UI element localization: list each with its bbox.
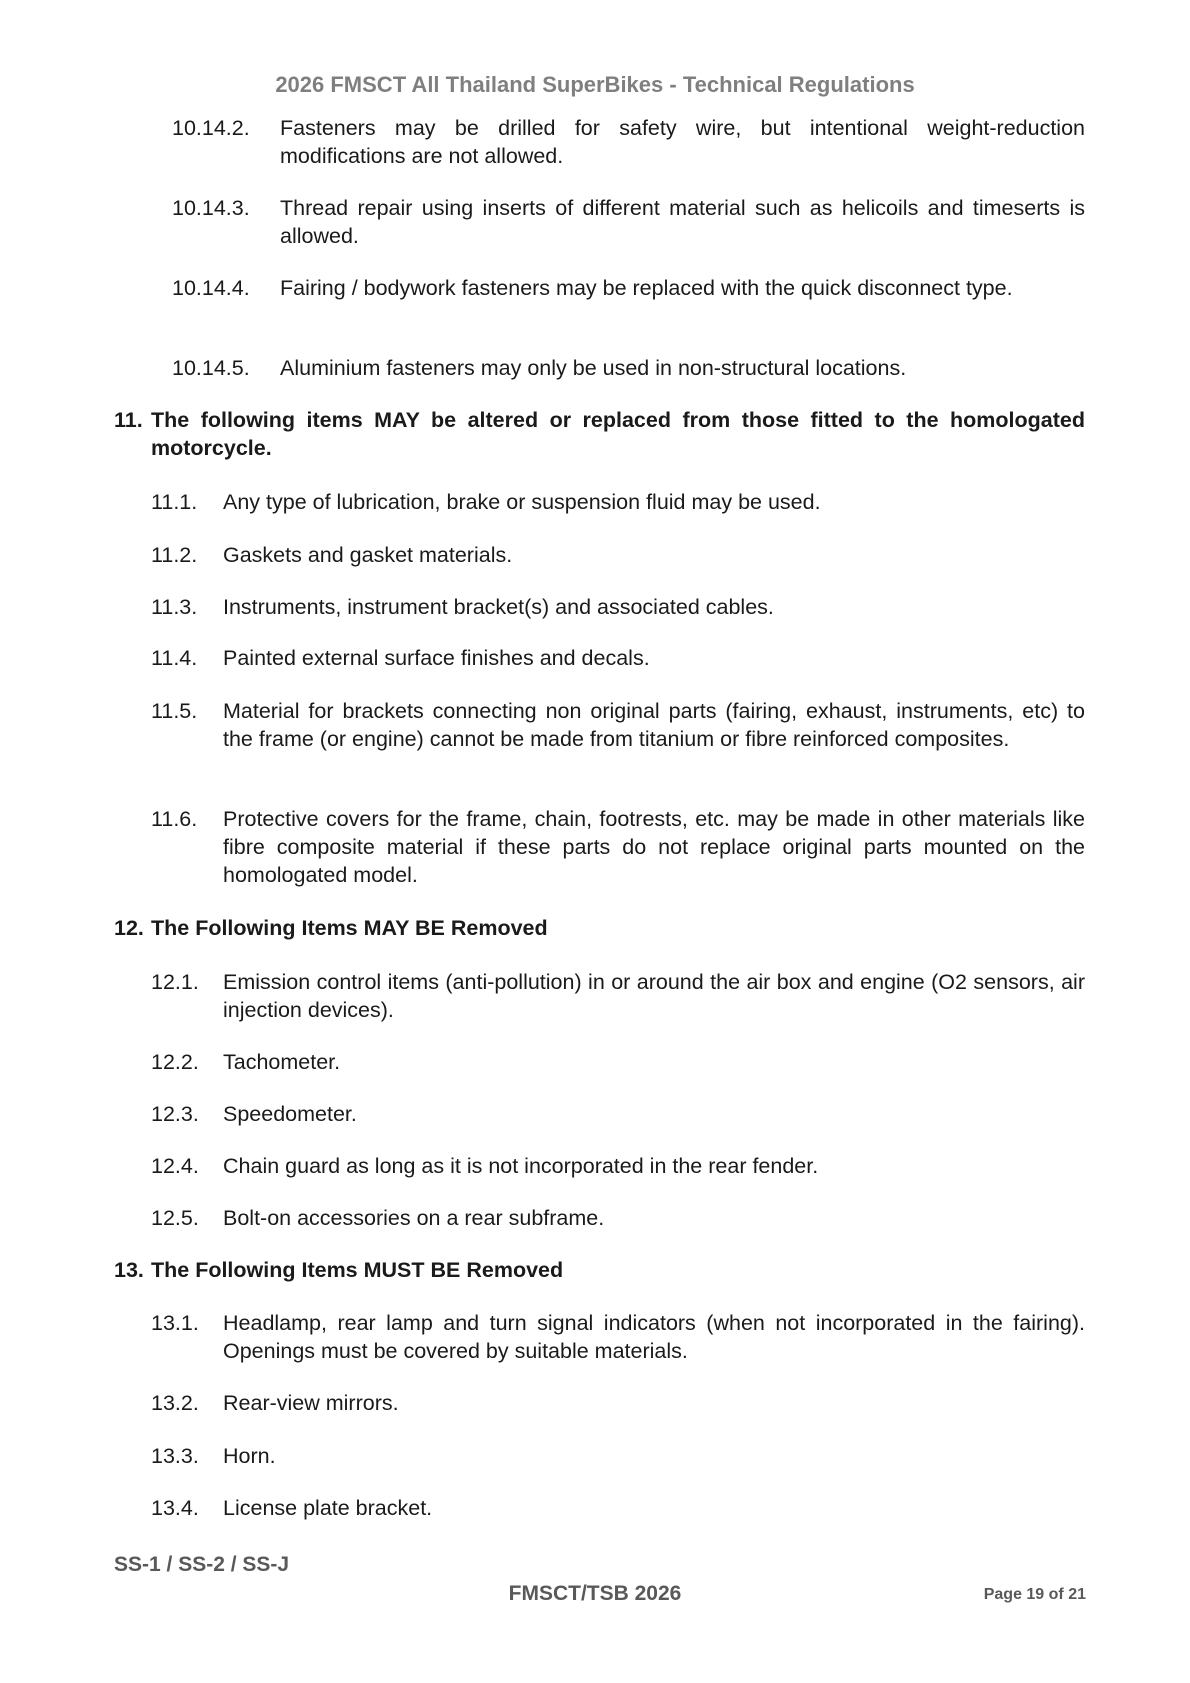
section-title: The following items MAY be altered or replaced from those fitted to the homologated motorcycle. [151,408,1085,460]
section-number: 11. [114,408,143,432]
item-text: Headlamp, rear lamp and turn signal indicators (when not incorporated in the fairing). Openings must be covered by suitable materials. [223,1311,1085,1363]
item-text: Bolt-on accessories on a rear subframe. [223,1206,605,1230]
item-number: 11.2. [151,543,198,567]
item-text: Fairing / bodywork fasteners may be replaced with the quick disconnect type. [280,276,1013,300]
item-text: Chain guard as long as it is not incorporated in the rear fender. [223,1154,819,1178]
section-title: The Following Items MAY BE Removed [151,916,548,940]
item-text: Rear-view mirrors. [223,1391,399,1415]
item-number: 11.6. [151,807,198,831]
item-number: 11.3. [151,595,198,619]
item-number: 10.14.3. [172,196,250,220]
item-text: Horn. [223,1444,276,1468]
item-number: 12.4. [151,1154,199,1178]
section-number: 13. [114,1258,144,1282]
page-header: 2026 FMSCT All Thailand SuperBikes - Technical Regulations [275,72,915,97]
footer-doc-id: FMSCT/TSB 2026 [508,1582,682,1605]
item-number: 10.14.2. [172,116,250,140]
item-text: Gaskets and gasket materials. [223,543,513,567]
item-text: Any type of lubrication, brake or suspension fluid may be used. [223,490,821,514]
item-number: 11.1. [151,490,198,514]
section-title: The Following Items MUST BE Removed [151,1258,564,1282]
item-number: 12.2. [151,1050,199,1074]
item-text: Painted external surface finishes and decals. [223,646,650,670]
section-number: 12. [114,916,144,940]
item-number: 13.1. [151,1311,199,1335]
item-number: 13.3. [151,1444,199,1468]
item-text: Tachometer. [223,1050,341,1074]
page-number: Page 19 of 21 [983,1586,1086,1603]
item-text: Emission control items (anti-pollution) in or around the air box and engine (O2 sensors, air injection devices). [223,970,1085,1022]
item-number: 10.14.5. [172,356,250,380]
item-text: Instruments, instrument bracket(s) and associated cables. [223,595,774,619]
item-number: 11.4. [151,646,198,670]
item-number: 12.3. [151,1102,199,1126]
item-number: 12.5. [151,1206,199,1230]
item-number: 13.4. [151,1496,199,1520]
item-number: 11.5. [151,699,198,723]
item-number: 12.1. [151,970,199,994]
footer-classes: SS-1 / SS-2 / SS-J [114,1553,290,1576]
item-number: 10.14.4. [172,276,250,300]
item-text: Material for brackets connecting non original parts (fairing, exhaust, instruments, etc) to the frame (or engine) cannot be made from titanium or fibre reinforced composites. [223,699,1085,751]
item-text: License plate bracket. [223,1496,433,1520]
item-text: Fasteners may be drilled for safety wire, but intentional weight-reduction modifications are not allowed. [280,116,1085,168]
item-text: Aluminium fasteners may only be used in non-structural locations. [280,356,907,380]
item-number: 13.2. [151,1391,199,1415]
item-text: Protective covers for the frame, chain, footrests, etc. may be made in other materials like fibre composite material if these parts do not replace original parts mounted on the homologated model. [223,807,1085,887]
item-text: Thread repair using inserts of different material such as helicoils and timeserts is allowed. [280,196,1085,248]
item-text: Speedometer. [223,1102,357,1126]
